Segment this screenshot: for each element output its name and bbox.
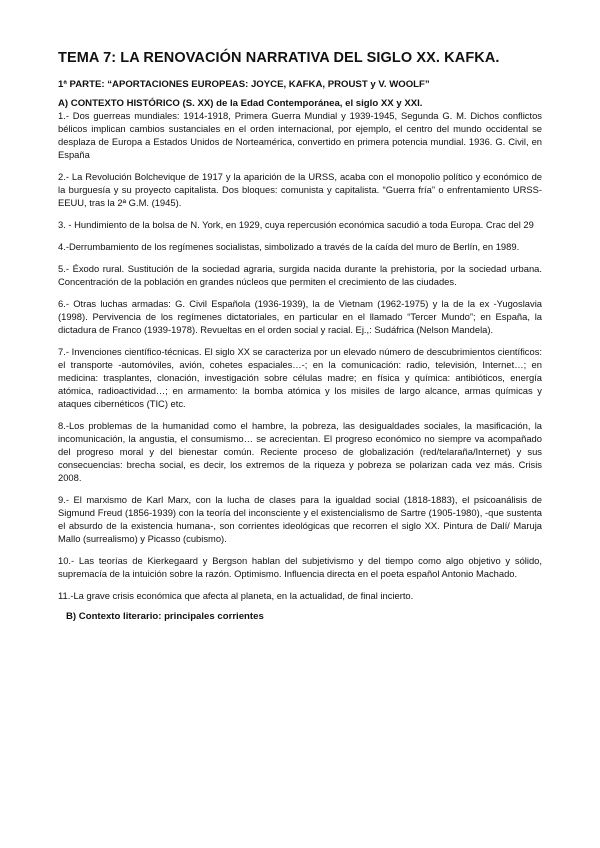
paragraph-1: 1.- Dos guerreas mundiales: 1914-1918, Primera Guerra Mundial y 1939-1945, Segunda G. M. Dichos conflictos bélicos implican cambios sustanciales en el orden internacional, por ejemplo, el centro del mundo occidental se desplaza de Europa a Estados Unidos de Norteamérica, convertido en primera potencia mundial. 1936. G. Civil, en España xyxy=(58,110,542,160)
paragraph-10: 10.- Las teorías de Kierkegaard y Bergson hablan del subjetivismo y del tiempo como algo objetivo y sólido, supremacía de la intuición sobre la razón. Optimismo. Influencia directa en el poeta español Antonio Machado. xyxy=(58,555,542,579)
paragraph-3: 3. - Hundimiento de la bolsa de N. York, en 1929, cuya repercusión económica sacudió a toda Europa. Crac del 29 xyxy=(58,219,534,230)
paragraph-9: 9.- El marxismo de Karl Marx, con la lucha de clases para la igualdad social (1818-1883), el psicoanálisis de Sigmund Freud (1856-1939) con la teoría del inconsciente y el existencialismo de Sartre (1905-1980), -que sustenta el absurdo de la existencia humana-, son corrientes ideológicas que recorren el siglo XX. Pintura de Dalí/ Maruja Mallo (surrealismo) y Picasso (cubismo). xyxy=(58,494,542,544)
part-heading: 1ª PARTE: “APORTACIONES EUROPEAS: JOYCE, KAFKA, PROUST y V. WOOLF” xyxy=(58,79,430,90)
paragraph-7: 7.- Invenciones científico-técnicas. El siglo XX se caracteriza por un elevado número de descubrimientos científicos: el transporte -automóviles, avión, cohetes espaciales…-; en la comunicación: radio, televisión, Internet…; en medicina: trasplantes, clonación, investigación sobre células madre; en física y química: antibióticos, energía atómica, radioactividad…; en armamento: la bomba atómica y los misiles de largo alcance, armas químicas y ataques cibernéticos (TIC) etc. xyxy=(58,346,542,409)
paragraph-8: 8.-Los problemas de la humanidad como el hambre, la pobreza, las desigualdades sociales, la masificación, la incomunicación, la angustia, el consumismo… se acrecientan. El progreso económico no siempre va acompañado del progreso moral y del bienestar común. Reciente proceso de globalización (red/telaraña/Internet) y sus consecuencias: brecha social, es decir, los extremos de la riqueza y pobreza se polarizan cada vez más. Crisis 2008. xyxy=(58,420,542,483)
section-b-heading: B) Contexto literario: principales corrientes xyxy=(66,611,264,622)
paragraph-6: 6.- Otras luchas armadas: G. Civil Española (1936-1939), la de Vietnam (1962-1975) y la de la ex -Yugoslavia (1998). Pervivencia de los regímenes dictatoriales, en particular en el llamado “Tercer Mundo”; en España, la dictadura de Franco (1939-1978). Revueltas en el orden social y racial. Ej.,: Sudáfrica (Nelson Mandela). xyxy=(58,298,542,335)
paragraph-5: 5.- Éxodo rural. Sustitución de la sociedad agraria, surgida nacida durante la prehistoria, por la sociedad urbana. Concentración de la población en grandes núcleos que permiten el crecimiento de las ciudades. xyxy=(58,263,542,287)
page-title: TEMA 7: LA RENOVACIÓN NARRATIVA DEL SIGLO XX. KAFKA. xyxy=(58,50,500,66)
paragraph-11: 11.-La grave crisis económica que afecta al planeta, en la actualidad, de final incierto. xyxy=(58,590,414,601)
paragraph-2: 2.- La Revolución Bolchevique de 1917 y la aparición de la URSS, acaba con el monopolio político y económico de la burguesía y su proyecto capitalista. Dos bloques: comunista y capitalista. “Guerra fría” o enfrentamiento URSS-EEUU, tras la 2ª G.M. (1945). xyxy=(58,171,542,208)
paragraph-4: 4.-Derrumbamiento de los regímenes socialistas, simbolizado a través de la caída del muro de Berlín, en 1989. xyxy=(58,241,520,252)
section-a-heading: A) CONTEXTO HISTÓRICO (S. XX) de la Edad Contemporánea, el siglo XX y XXI. xyxy=(58,98,423,109)
